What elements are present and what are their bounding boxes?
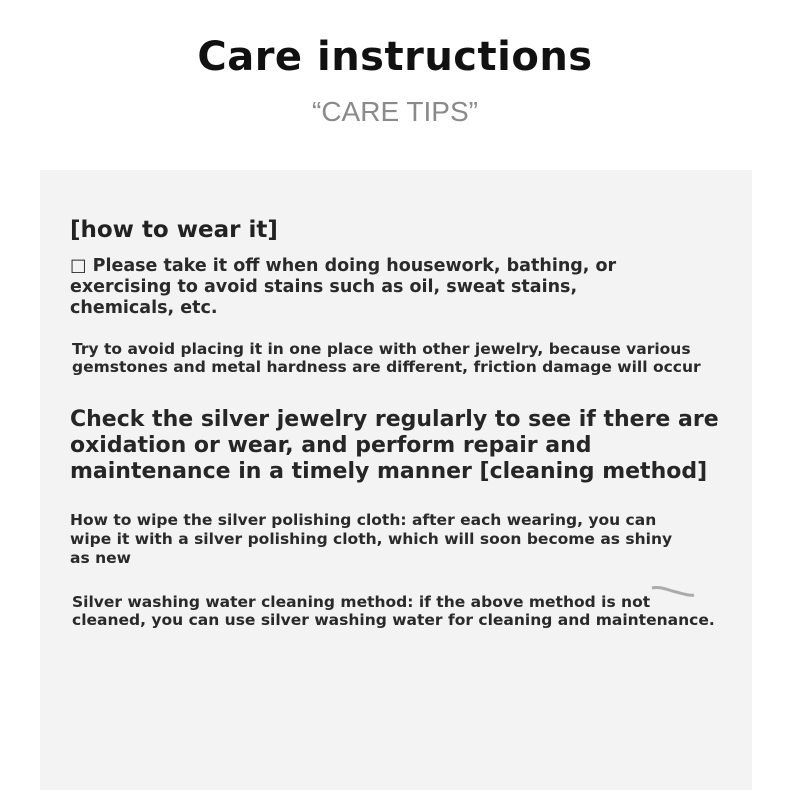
page-title: Care instructions bbox=[197, 34, 593, 80]
tip-take-off: □ Please take it off when doing housework, bathing, or exercising to avoid stains such as oil, sweat stains, chemicals, etc. bbox=[70, 256, 617, 318]
care-tips-panel bbox=[40, 170, 752, 790]
tip-avoid-placing: Try to avoid placing it in one place with other jewelry, because various gemstones and metal hardness are different, friction damage will occur bbox=[72, 340, 701, 376]
page-subtitle: “CARE TIPS” bbox=[312, 96, 478, 127]
tip-check-regularly: Check the silver jewelry regularly to see if there are oxidation or wear, and perform repair and maintenance in a timely manner [cleaning method] bbox=[70, 407, 719, 484]
tip-washing-water: Silver washing water cleaning method: if the above method is not cleaned, you can use silver washing water for cleaning and maintenance. bbox=[72, 593, 715, 629]
section-heading-how-to-wear: [how to wear it] bbox=[70, 217, 278, 243]
tip-polishing-cloth: How to wipe the silver polishing cloth: after each wearing, you can wipe it with a silver polishing cloth, which will soon become as shiny as new bbox=[70, 511, 673, 567]
